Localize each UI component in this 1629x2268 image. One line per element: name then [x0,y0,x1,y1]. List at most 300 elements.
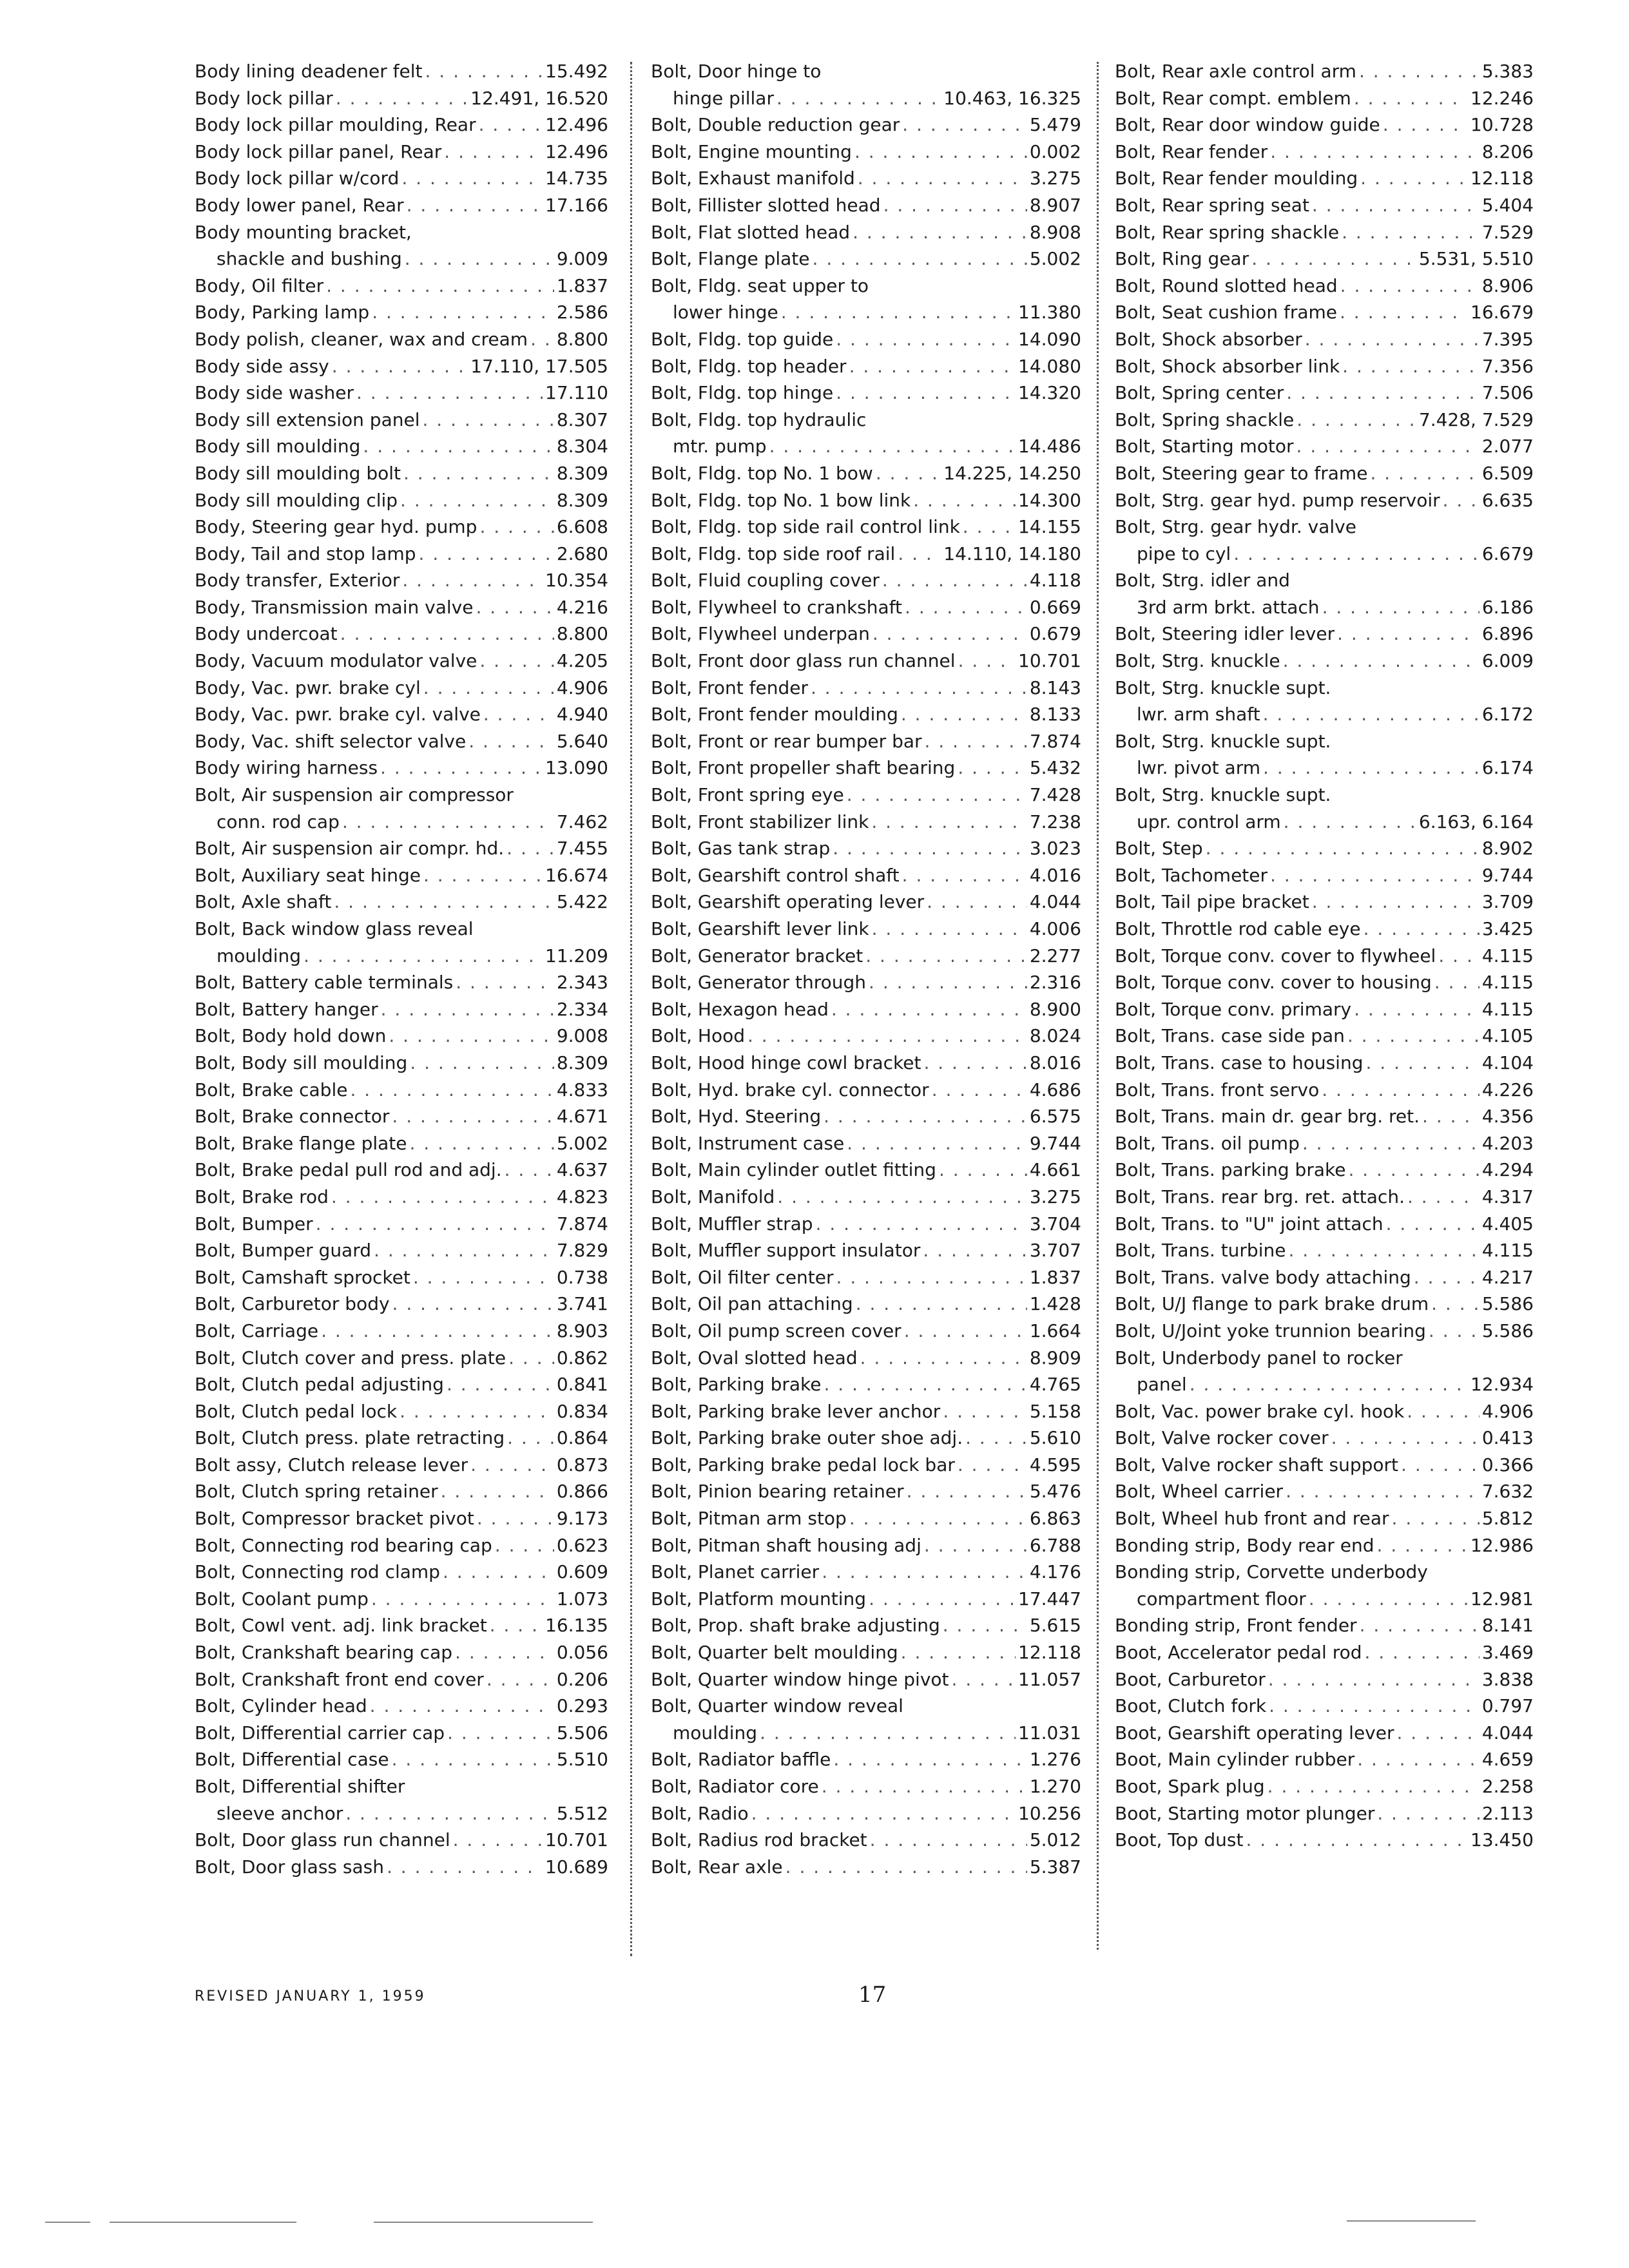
entry-number: 1.428 [1029,1293,1081,1315]
entry-name: hinge pillar [673,87,774,109]
index-entry [651,835,1081,862]
index-entry [651,754,1081,782]
index-entry [1115,782,1534,835]
index-entry [195,782,608,835]
dot-leader [372,299,554,326]
entry-number: 8.309 [556,489,608,511]
index-entry [651,1371,1081,1398]
entry-number: 4.356 [1481,1106,1534,1128]
dot-leader [786,1854,1027,1881]
entry-name: moulding [673,1722,758,1744]
entry-number: 8.903 [556,1320,608,1341]
entry-name: Bolt, Strg. knuckle [1115,650,1280,672]
entry-number: 2.680 [556,543,608,564]
index-entry [651,1264,1081,1291]
index-entry [1115,567,1534,620]
entry-number: 8.900 [1029,998,1081,1020]
entry-number: 5.640 [556,730,608,752]
dot-leader [1431,1291,1480,1318]
dot-leader [1322,1077,1480,1104]
entry-name: Bolt, Body sill moulding [195,1052,408,1073]
dot-leader [883,192,1027,219]
index-entry [195,1371,608,1398]
dot-leader [822,1773,1027,1800]
entry-name: Bolt, Muffler strap [651,1213,813,1235]
index-entry [195,567,608,594]
dot-leader [380,754,543,782]
entry-name: Bolt, Double reduction gear [651,114,900,136]
index-entry [651,1639,1081,1666]
entry-number: 4.205 [556,650,608,672]
index-entry [195,1398,608,1425]
dot-leader [1414,1264,1480,1291]
index-entry [651,1345,1081,1372]
entry-number: 14.110, 14.180 [943,543,1081,564]
dot-leader [392,1746,554,1773]
dot-leader [769,433,1016,460]
entry-name: upr. control arm [1137,811,1281,832]
entry-number: 5.422 [556,891,608,913]
entry-number: 4.671 [556,1106,608,1128]
entry-name: Body lining deadener felt [195,61,423,82]
index-entry [651,245,1081,273]
index-entry [195,273,608,300]
dot-leader [456,969,554,996]
entry-name: lwr. pivot arm [1137,757,1261,779]
dot-leader [479,514,554,541]
entry-name: Boot, Main cylinder rubber [1115,1749,1355,1771]
entry-name: lwr. arm shaft [1137,704,1260,726]
entry-name: Body, Steering gear hyd. pump [195,516,477,538]
entry-heading: Bolt, Strg. knuckle supt. [1115,730,1331,752]
entry-name: Bolt, Rear axle [651,1856,783,1878]
index-column-3 [1115,58,1534,1854]
dot-leader [824,1371,1027,1398]
index-entry [651,1586,1081,1613]
entry-number: 5.432 [1029,757,1081,779]
dot-leader [1312,192,1480,219]
index-entry [195,1854,608,1881]
entry-number: 5.610 [1029,1427,1081,1449]
dot-leader [371,1586,554,1613]
dot-leader [831,996,1027,1023]
dot-leader [447,1371,554,1398]
index-entry [1115,1800,1534,1827]
index-entry [651,1398,1081,1425]
entry-number: 2.077 [1481,436,1534,457]
column-divider [1097,62,1099,1950]
entry-name: Bolt, Valve rocker shaft support [1115,1454,1399,1475]
dot-leader [932,1077,1027,1104]
entry-number: 2.277 [1029,945,1081,966]
dot-leader [495,1532,554,1559]
index-entry [1115,1184,1534,1211]
entry-number: 6.679 [1481,543,1534,564]
index-entry [651,1746,1081,1773]
entry-number: 11.380 [1018,302,1081,323]
index-entry [1115,1746,1534,1773]
index-entry [651,1318,1081,1345]
entry-name: 3rd arm brkt. attach [1137,596,1320,618]
dot-leader [425,58,543,85]
entry-number: 8.906 [1481,274,1534,296]
dot-leader [447,1720,554,1747]
entry-name: Bolt, U/J flange to park brake drum [1115,1293,1429,1315]
entry-name: Bolt, Crankshaft bearing cap [195,1642,453,1664]
entry-name: Bolt, Radio [651,1802,749,1824]
dot-leader [1233,541,1480,568]
index-entry [651,111,1081,139]
index-entry [651,380,1081,407]
index-entry [195,1612,608,1639]
index-entry [195,1291,608,1318]
entry-number: 1.073 [556,1588,608,1610]
entry-heading: Bolt, Door hinge to [651,61,822,82]
entry-name: Bolt, Differential case [195,1749,389,1771]
dot-leader [387,1854,543,1881]
entry-name: Body, Transmission main valve [195,596,474,618]
entry-name: Bolt, Quarter window hinge pivot [651,1668,949,1690]
entry-number: 4.661 [1029,1159,1081,1181]
dot-leader [326,273,554,300]
dot-leader [923,1050,1027,1077]
dot-leader [927,889,1027,916]
entry-number: 5.586 [1481,1320,1534,1341]
entry-number: 0.669 [1029,596,1081,618]
entry-name: Bolt, Front fender [651,677,808,698]
entry-number: 4.686 [1029,1079,1081,1100]
index-entry [651,675,1081,702]
entry-number: 11.031 [1018,1722,1081,1744]
entry-number: 4.006 [1029,918,1081,939]
dot-leader [1359,58,1480,85]
entry-number: 12.496 [545,114,608,136]
entry-name: moulding [217,945,302,966]
dot-leader [853,219,1027,246]
entry-name: Body transfer, Exterior [195,570,400,591]
dot-leader [1263,701,1480,728]
dot-leader [400,1398,554,1425]
entry-name: Bolt, Connecting rod bearing cap [195,1534,492,1556]
entry-number: 4.226 [1481,1079,1534,1100]
dot-leader [872,916,1027,943]
index-entry [651,1612,1081,1639]
entry-name: Body side washer [195,382,354,404]
entry-name: Bolt, Steering gear to frame [1115,462,1368,484]
entry-name: Bolt, Gas tank strap [651,838,831,860]
entry-name: Bolt, Trans. case to housing [1115,1052,1364,1073]
index-entry [195,1532,608,1559]
entry-heading: Bolt, Fldg. seat upper to [651,274,869,296]
dot-leader [952,1666,1016,1693]
index-entry [651,1157,1081,1184]
entry-name: Boot, Carburetor [1115,1668,1266,1690]
index-entry [651,1291,1081,1318]
index-entry [651,1827,1081,1854]
entry-number: 14.225, 14.250 [943,462,1081,484]
dot-leader [1365,1639,1480,1666]
index-entry [195,514,608,541]
dot-leader [441,1478,554,1505]
entry-name: Bolt, Rear door window guide [1115,114,1380,136]
entry-number: 8.800 [556,623,608,645]
index-entry [195,916,608,969]
entry-number: 5.531, 5.510 [1418,248,1534,270]
dot-leader [334,889,554,916]
dot-leader [477,1505,554,1532]
index-entry [195,1211,608,1238]
entry-number: 4.016 [1029,864,1081,886]
entry-name: Bolt, Spring shackle [1115,408,1295,430]
dot-leader [924,1532,1027,1559]
dot-leader [455,1639,554,1666]
entry-number: 5.812 [1481,1508,1534,1530]
entry-number: 7.356 [1481,355,1534,377]
index-entry [1115,487,1534,514]
entry-name: Bolt, Vac. power brake cyl. hook [1115,1400,1405,1422]
entry-number: 6.608 [556,516,608,538]
entry-name: shackle and bushing [217,248,402,270]
entry-name: Bolt, Rear axle control arm [1115,61,1356,82]
index-entry [651,728,1081,755]
entry-number: 9.009 [556,248,608,270]
entry-name: Body sill extension panel [195,408,420,430]
index-entry [1115,139,1534,166]
index-entry [1115,728,1534,782]
entry-name: Bolt, Pinion bearing retainer [651,1481,904,1503]
index-entry [651,1773,1081,1800]
index-entry [1115,1720,1534,1747]
index-entry [651,943,1081,970]
index-entry [651,326,1081,353]
dot-leader [409,1130,554,1157]
entry-number: 15.492 [545,61,608,82]
index-entry [651,353,1081,380]
dot-leader [870,1827,1027,1854]
index-entry [195,1103,608,1130]
entry-number: 4.115 [1481,1240,1534,1262]
dot-leader [413,1264,554,1291]
entry-name: Bolt, Camshaft sprocket [195,1266,410,1288]
entry-heading: Body mounting bracket, [195,221,412,243]
entry-name: Body, Vac. pwr. brake cyl. valve [195,704,481,726]
entry-number: 5.506 [556,1722,608,1744]
index-entry [651,1693,1081,1746]
dot-leader [483,701,554,728]
entry-number: 17.110 [545,382,608,404]
entry-number: 0.293 [556,1695,608,1717]
dot-leader [1438,943,1479,970]
dot-leader [1383,111,1468,139]
index-entry [651,916,1081,943]
entry-name: Body wiring harness [195,757,378,779]
entry-number: 11.057 [1018,1668,1081,1690]
dot-leader [530,326,554,353]
entry-number: 16.674 [545,864,608,886]
dot-leader [423,862,543,889]
entry-number: 4.659 [1481,1749,1534,1771]
entry-name: Bolt, Engine mounting [651,140,852,162]
dot-leader [860,1345,1027,1372]
dot-leader [345,1800,554,1827]
dot-leader [751,1800,1016,1827]
entry-number: 14.080 [1018,355,1081,377]
entry-number: 10.728 [1470,114,1534,136]
index-entry [195,675,608,702]
entry-name: Body sill moulding clip [195,489,398,511]
dot-leader [781,299,1016,326]
dot-leader [776,85,941,112]
entry-name: Bolt, Clutch pedal adjusting [195,1374,444,1396]
entry-name: Bolt, Spring center [1115,382,1284,404]
dot-leader [1286,380,1480,407]
entry-name: Bolt, Brake rod [195,1186,329,1207]
entry-number: 2.343 [556,972,608,994]
dot-leader [410,1050,554,1077]
entry-number: 2.316 [1029,972,1081,994]
entry-number: 0.206 [556,1668,608,1690]
entry-name: Bolt, Fldg. top header [651,355,847,377]
index-entry [1115,1478,1534,1505]
index-entry [195,1452,608,1479]
entry-number: 7.238 [1029,811,1081,832]
index-entry [195,380,608,407]
entry-number: 4.044 [1029,891,1081,913]
entry-number: 5.158 [1029,1400,1081,1422]
entry-name: Bolt, Oval slotted head [651,1347,858,1369]
entry-name: Bolt, Instrument case [651,1132,845,1154]
entry-number: 4.317 [1481,1186,1534,1207]
entry-number: 3.709 [1481,891,1534,913]
entry-number: 0.413 [1481,1427,1534,1449]
entry-heading: Bolt, Back window glass reveal [195,918,474,939]
entry-number: 0.623 [556,1534,608,1556]
entry-number: 14.486 [1018,436,1081,457]
entry-heading: Bolt, Strg. knuckle supt. [1115,677,1331,698]
entry-name: Bolt, Torque conv. cover to flywheel [1115,945,1436,966]
entry-number: 4.044 [1481,1722,1534,1744]
index-entry [651,594,1081,621]
entry-name: Body lock pillar panel, Rear [195,140,442,162]
entry-name: Body, Tail and stop lamp [195,543,416,564]
entry-name: Bolt, Bumper [195,1213,313,1235]
dot-leader [1270,862,1480,889]
entry-name: Bolt, Bumper guard [195,1240,372,1262]
entry-name: conn. rod cap [217,811,340,832]
index-entry [1115,1398,1534,1425]
entry-name: Bolt, Rear fender moulding [1115,168,1358,189]
index-entry [651,969,1081,996]
entry-number: 14.735 [545,168,608,189]
entry-name: Body, Oil filter [195,274,324,296]
index-entry [1115,1452,1534,1479]
dot-leader [904,1318,1027,1345]
dot-leader [1296,433,1480,460]
dot-leader [419,541,554,568]
entry-name: Bonding strip, Front fender [1115,1615,1357,1637]
dot-leader [332,353,468,380]
dot-leader [356,380,543,407]
index-entry [195,1050,608,1077]
entry-name: Bolt, Trans. valve body attaching [1115,1266,1411,1288]
entry-name: Bolt, Parking brake [651,1374,822,1396]
dot-leader [1364,916,1480,943]
index-entry [1115,1103,1534,1130]
dot-leader [490,1612,543,1639]
entry-name: Body sill moulding bolt [195,462,401,484]
dot-leader [876,460,941,487]
entry-number: 0.841 [556,1374,608,1396]
dot-leader [392,1291,554,1318]
entry-number: 5.002 [556,1132,608,1154]
entry-name: Body, Parking lamp [195,302,370,323]
index-entry [651,567,1081,594]
dot-leader [902,862,1027,889]
entry-number: 0.864 [556,1427,608,1449]
entry-number: 13.450 [1470,1829,1534,1851]
entry-number: 12.118 [1018,1642,1081,1664]
dot-leader [849,1505,1027,1532]
entry-number: 4.115 [1481,945,1534,966]
dot-leader [487,1666,554,1693]
index-entry [195,728,608,755]
entry-name: Bolt, Flat slotted head [651,221,851,243]
index-entry [195,1746,608,1773]
dot-leader [760,1720,1016,1747]
index-entry [651,1050,1081,1077]
entry-name: Bolt, Hyd. Steering [651,1106,822,1128]
entry-name: Bolt, Generator bracket [651,945,863,966]
entry-number: 4.203 [1481,1132,1534,1154]
entry-name: Bolt, Platform mounting [651,1588,867,1610]
entry-name: Body sill moulding [195,436,361,457]
entry-heading: Bolt, Strg. gear hydr. valve [1115,516,1356,538]
dot-leader [1263,754,1480,782]
dot-leader [401,165,543,192]
dot-leader [1370,460,1479,487]
index-entry [195,648,608,675]
dot-leader [939,1157,1027,1184]
dot-leader [1434,969,1480,996]
dot-leader [816,1211,1027,1238]
entry-name: Bolt, Flange plate [651,248,810,270]
entry-number: 6.575 [1029,1106,1081,1128]
entry-number: 10.256 [1018,1802,1081,1824]
entry-number: 4.595 [1029,1454,1081,1475]
dot-leader [1270,139,1480,166]
entry-name: Body lock pillar moulding, Rear [195,114,476,136]
dot-leader [1443,487,1480,514]
entry-name: Bolt, Parking brake outer shoe adj. [651,1427,963,1449]
entry-number: 7.874 [556,1213,608,1235]
index-entry [651,165,1081,192]
index-entry [651,1425,1081,1452]
entry-number: 8.309 [556,1052,608,1073]
entry-name: Bolt, Brake pedal pull rod and adj. [195,1159,502,1181]
entry-number: 11.209 [545,945,608,966]
entry-name: Bolt, Oil pump screen cover [651,1320,901,1341]
entry-number: 6.009 [1481,650,1534,672]
entry-number: 3.425 [1481,918,1534,939]
entry-number: 16.135 [545,1615,608,1637]
entry-name: Bolt, Main cylinder outlet fitting [651,1159,936,1181]
entry-number: 8.206 [1481,140,1534,162]
entry-number: 8.307 [556,408,608,430]
entry-number: 6.509 [1481,462,1534,484]
entry-number: 10.354 [545,570,608,591]
entry-name: Bolt, Clutch spring retainer [195,1481,438,1503]
dot-leader [1360,1612,1480,1639]
